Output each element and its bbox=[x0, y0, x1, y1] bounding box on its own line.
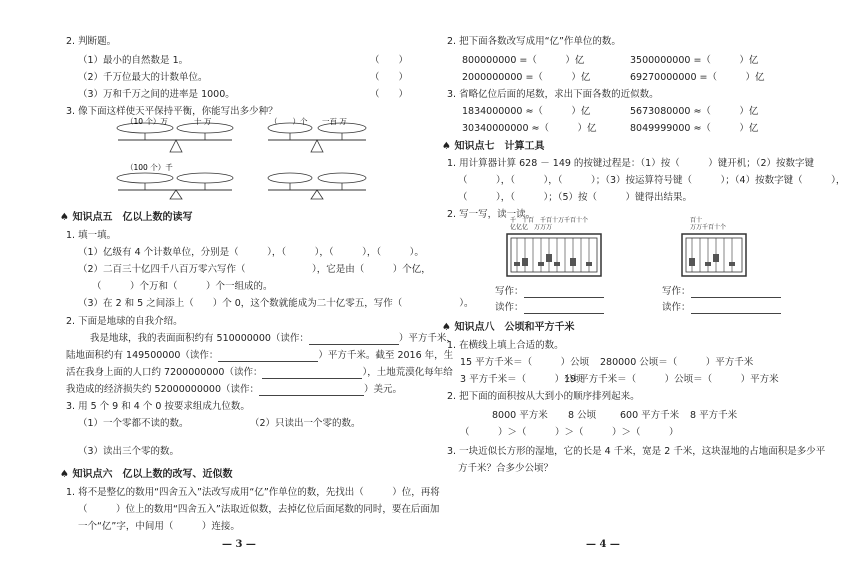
sec8-q1-r2a: 3 平方千米＝（ ）公顷 bbox=[460, 374, 584, 385]
rewrite-r2-b: 69270000000 =（ ）亿 bbox=[630, 72, 765, 83]
sec5-q1: 1. 填一填。 bbox=[66, 230, 117, 241]
area-item-4: 8 平方千米 bbox=[690, 410, 738, 421]
page-number-left: — 3 — bbox=[222, 539, 256, 550]
approx-title: 3. 省略亿位后面的尾数，求出下面各数的近似数。 bbox=[447, 89, 659, 100]
section-6-title-text: 知识点六 亿以上数的改写、近似数 bbox=[72, 469, 233, 480]
scale-1-right-label: 十 万 bbox=[194, 117, 212, 126]
reading-blank-3[interactable] bbox=[262, 368, 362, 379]
abacus-1-read: 读作： bbox=[495, 302, 604, 314]
right-page bbox=[400, 0, 845, 571]
sec8-q1: 1. 在横线上填上合适的数。 bbox=[447, 340, 564, 351]
sec8-q3-line1: 3. 一块近似长方形的湿地，它的长是 4 千米，宽是 2 千米，这块湿地的占地面积是多少平 bbox=[447, 446, 826, 457]
area-item-3: 600 平方千米 bbox=[620, 410, 680, 421]
section-8-title-text: 知识点八 公顷和平方千米 bbox=[454, 322, 575, 333]
abacus-1-write: 写作： bbox=[495, 286, 604, 298]
sec5-q3: 3. 用 5 个 9 和 4 个 0 按要求组成九位数。 bbox=[66, 401, 250, 412]
reading-blank-2[interactable] bbox=[218, 351, 318, 362]
approx-r1-b: 5673080000 ≈（ ）亿 bbox=[630, 106, 759, 117]
sec5-q3-1: （1）一个零都不读的数。 bbox=[78, 418, 189, 429]
sec8-q2: 2. 把下面的面积按从大到小的顺序排列起来。 bbox=[447, 391, 640, 402]
section-7-title-text: 知识点七 计算工具 bbox=[454, 141, 545, 152]
sec7-q1-line3: （ ），（ ）；（5）按（ ）键得出结果。 bbox=[458, 192, 693, 203]
sec5-q2-line2: 陆地面积约有 149500000（读作： ）平方千米。截至 2016 年，生 bbox=[66, 350, 454, 361]
approx-r2-b: 8049999000 ≈（ ）亿 bbox=[630, 123, 759, 134]
sec8-q1-r1a: 15 平方千米＝（ ）公顷 bbox=[460, 357, 590, 368]
sec8-q1-r1b: 280000 公顷＝（ ）平方千米 bbox=[600, 357, 754, 368]
balance-scale-1 bbox=[117, 116, 233, 152]
sec6-line3: 一个“亿”字，中间用（ ）连接。 bbox=[78, 521, 240, 532]
sec5-q2-line4: 我造成的经济损失约 52000000000（读作： ）美元。 bbox=[66, 384, 403, 395]
balance-title: 3. 像下面这样使天平保持平衡，你能写出多少种？ bbox=[66, 106, 278, 117]
area-order-blanks[interactable]: （ ）＞（ ）＞（ ）＞（ ） bbox=[460, 427, 679, 438]
sec5-q1-c: （3）在 2 和 5 之间添上（ ）个 0，这个数就能成为二十亿零五，写作（ ）。 bbox=[78, 298, 474, 309]
balance-scale-3 bbox=[117, 162, 233, 199]
sec5-q2: 2. 下面是地球的自我介绍。 bbox=[66, 316, 183, 327]
rewrite-r1-b: 3500000000 =（ ）亿 bbox=[630, 55, 759, 66]
sec7-q1-line2: （ ），（ ），（ ）；（3）按运算符号键（ ）；（4）按数字键（ ）， bbox=[458, 175, 845, 186]
section-6-title: ♠ 知识点六 亿以上数的改写、近似数 bbox=[60, 469, 233, 480]
sec7-q2: 2. 写一写，读一读。 bbox=[447, 209, 536, 220]
scale-3-left-label: （100 个）千 bbox=[126, 163, 173, 172]
area-item-2: 8 公顷 bbox=[568, 410, 597, 421]
abacus-2-labels: 百十 万万千百十个 bbox=[690, 217, 727, 231]
sec5-q3-2: （2）只读出一个零的数。 bbox=[250, 418, 361, 429]
page-number-right: — 4 — bbox=[586, 539, 620, 550]
scale-2-right-label: 一百 万 bbox=[322, 117, 347, 126]
rewrite-title: 2. 把下面各数改写成用“亿”作单位的数。 bbox=[447, 36, 621, 47]
scale-2-left-label: （ ）个 bbox=[270, 117, 308, 126]
sec8-q1-r2b: 19 平方千米＝（ ）公顷＝（ ）平方米 bbox=[564, 374, 779, 385]
abacus-1 bbox=[505, 232, 605, 280]
abacus-2-read: 读作： bbox=[662, 302, 781, 314]
balance-scale-2 bbox=[268, 116, 366, 152]
section-8-title: ♠ 知识点八 公顷和平方千米 bbox=[442, 322, 575, 333]
abacus-1-write-blank[interactable] bbox=[524, 287, 604, 298]
sec5-q3-3: （3）读出三个零的数。 bbox=[78, 446, 180, 457]
abacus-2 bbox=[680, 232, 750, 280]
scale-1-left-label: （10 个）万 bbox=[126, 117, 168, 126]
sec6-line2: （ ）位上的数用“四舍五入”法取近似数，去掉亿位后面尾数的同时，要在后面加 bbox=[78, 504, 440, 515]
section-5-title: ♠ 知识点五 亿以上数的读写 bbox=[60, 212, 193, 223]
sec5-q1-a: （1）亿级有 4 个计数单位，分别是（ ），（ ），（ ），（ ）。 bbox=[78, 247, 424, 258]
judge-item-1: （1）最小的自然数是 1。 bbox=[78, 55, 189, 66]
abacus-1-read-blank[interactable] bbox=[524, 303, 604, 314]
judge-title: 2. 判断题。 bbox=[66, 36, 117, 47]
sec7-q1-line1: 1. 用计算器计算 628 － 149 的按键过程是：（1）按（ ）键开机；（2）按数字键 bbox=[447, 158, 815, 169]
reading-blank-4[interactable] bbox=[259, 385, 364, 396]
section-5-title-text: 知识点五 亿以上数的读写 bbox=[72, 212, 193, 223]
judge-paren-2[interactable]: （ ） bbox=[370, 72, 409, 83]
sec5-q2-line3: 活在我身上面的人口约 7200000000（读作： ），土地荒漠化每年给 bbox=[66, 367, 453, 378]
approx-r2-a: 30340000000 ≈（ ）亿 bbox=[462, 123, 597, 134]
rewrite-r1-a: 800000000 =（ ）亿 bbox=[462, 55, 585, 66]
abacus-2-write-blank[interactable] bbox=[691, 287, 781, 298]
judge-paren-1[interactable]: （ ） bbox=[370, 55, 409, 66]
judge-paren-3[interactable]: （ ） bbox=[370, 89, 409, 100]
abacus-1-labels: 千 十百 千百十万千百十个 亿亿亿 万万万 bbox=[510, 217, 589, 231]
judge-item-2: （2）千万位最大的计数单位。 bbox=[78, 72, 208, 83]
sec6-line1: 1. 将不是整亿的数用“四舍五入”法改写成用“亿”作单位的数，先找出（ ）位，再将 bbox=[66, 487, 440, 498]
sec5-q1-b2: （ ）个万和（ ）个一组成的。 bbox=[92, 281, 273, 292]
abacus-2-write: 写作： bbox=[662, 286, 781, 298]
abacus-2-read-blank[interactable] bbox=[691, 303, 781, 314]
rewrite-r2-a: 2000000000 =（ ）亿 bbox=[462, 72, 591, 83]
sec5-q2-line1: 我是地球，我的表面面积约有 510000000（读作： ）平方千米， bbox=[90, 333, 456, 344]
approx-r1-a: 1834000000 ≈（ ）亿 bbox=[462, 106, 591, 117]
sec5-q1-b1: （2）二百三十亿四千八百万零六写作（ ），它是由（ ）个亿， bbox=[78, 264, 431, 275]
area-item-1: 8000 平方米 bbox=[492, 410, 548, 421]
balance-scale-4 bbox=[268, 173, 366, 199]
judge-item-3: （3）万和千万之间的进率是 1000。 bbox=[78, 89, 235, 100]
balance-scales-figure bbox=[0, 0, 400, 200]
section-7-title: ♠ 知识点七 计算工具 bbox=[442, 141, 545, 152]
reading-blank-1[interactable] bbox=[309, 334, 399, 345]
sec8-q3-line2: 方千米？合多少公顷？ bbox=[458, 463, 554, 474]
